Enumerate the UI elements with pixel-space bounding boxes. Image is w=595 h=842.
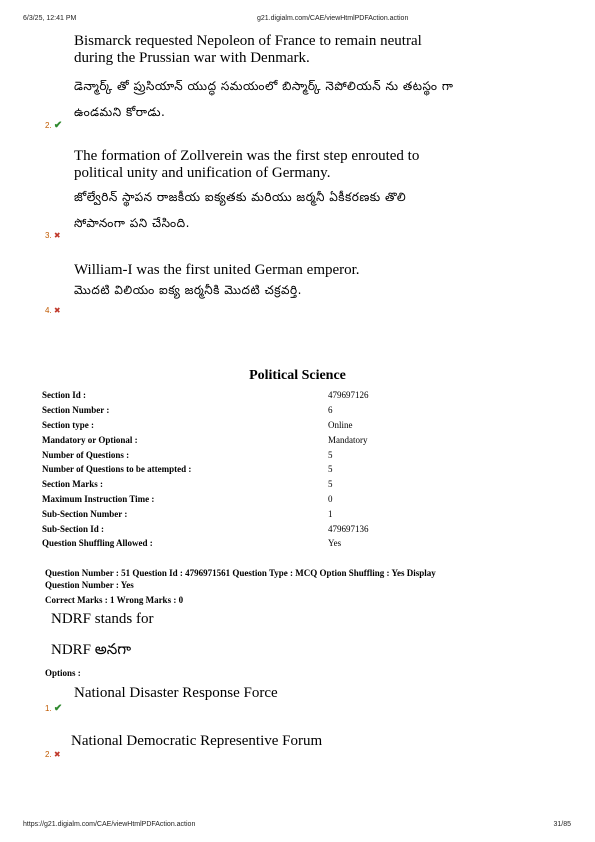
check-icon: ✔ <box>53 120 63 131</box>
cross-icon: ✖ <box>53 231 61 240</box>
page-number: 31/85 <box>553 821 571 828</box>
table-row <box>42 403 448 418</box>
row-label: Section Number : <box>42 405 110 416</box>
row-label: Sub-Section Number : <box>42 508 128 519</box>
option-number-label: 2. <box>45 121 52 130</box>
row-value: 0 <box>328 493 333 504</box>
option-number-label: 2. <box>45 750 52 759</box>
option-text-te: మొదటి విలియం ఐక్య జర్మనీకి మొదటి చక్రవర్తి. <box>74 283 302 297</box>
check-icon: ✔ <box>53 703 63 714</box>
option-text-en: William-I was the first united German emperor. <box>74 262 360 278</box>
option-number-label: 1. <box>45 704 52 713</box>
option-text-en: The formation of Zollverein was the first step enrouted to political unity and unification of Germany. <box>74 148 420 181</box>
question-marks: Correct Marks : 1 Wrong Marks : 0 <box>45 595 184 605</box>
row-value: 479697126 <box>328 390 369 401</box>
row-label: Section Marks : <box>42 479 103 490</box>
row-value: 479697136 <box>328 523 369 534</box>
table-row <box>42 418 448 433</box>
row-label: Mandatory or Optional : <box>42 434 138 445</box>
table-row <box>42 477 448 492</box>
options-label: Options : <box>45 668 81 678</box>
row-value: 5 <box>328 464 333 475</box>
question-info-line: Question Number : 51 Question Id : 4796971561 Question Type : MCQ Option Shuffling : Yes Display <box>45 568 436 578</box>
option-text: National Democratic Representive Forum <box>71 733 323 749</box>
option-number-label: 3. <box>45 231 52 240</box>
row-label: Number of Questions to be attempted : <box>42 464 192 475</box>
table-row <box>42 492 448 507</box>
row-value: Yes <box>328 538 342 549</box>
row-value: Mandatory <box>328 434 368 445</box>
row-value: 1 <box>328 508 333 519</box>
table-row <box>42 521 448 536</box>
section-info-table <box>42 388 448 551</box>
row-label: Section type : <box>42 419 94 430</box>
table-row <box>42 432 448 447</box>
option-text-en: Bismarck requested Nepoleon of France to remain neutral during the Prussian war with Denmark. <box>74 33 422 66</box>
row-label: Maximum Instruction Time : <box>42 493 155 504</box>
row-value: 6 <box>328 405 333 416</box>
row-label: Sub-Section Id : <box>42 523 105 534</box>
option-text: National Disaster Response Force <box>74 685 278 701</box>
option-number-label: 4. <box>45 306 52 315</box>
print-url: g21.digialm.com/CAE/viewHtmlPDFAction.action <box>257 15 409 22</box>
section-title: Political Science <box>249 368 346 383</box>
table-row <box>42 536 448 551</box>
row-label: Section Id : <box>42 390 87 401</box>
table-row <box>42 462 448 477</box>
cross-icon: ✖ <box>53 306 61 315</box>
cross-icon: ✖ <box>53 750 61 759</box>
table-row <box>42 388 448 403</box>
option-text-te: డెన్మార్క్ తో ప్రుసియాన్ యుద్ధ సమయంలో బిస్మార్క్ నెపోలియన్ ను తటస్థం గా ఉండమని కోరాడు. <box>74 79 454 119</box>
row-value: 5 <box>328 479 333 490</box>
option-number <box>45 231 61 240</box>
option-text-te: జోల్వేరిన్ స్థాపన రాజకీయ ఐక్యతకు మరియు జర్మనీ ఏకీకరణకు తొలి సోపానంగా పని చేసింది. <box>74 190 407 230</box>
row-value: Online <box>328 419 353 430</box>
question-text-te: NDRF అనగా <box>51 642 132 658</box>
table-row <box>42 447 448 462</box>
row-label: Question Shuffling Allowed : <box>42 538 153 549</box>
option-number <box>45 306 61 315</box>
question-info-line: Question Number : Yes <box>45 580 134 590</box>
option-number <box>45 120 62 131</box>
option-number <box>45 703 62 714</box>
table-row <box>42 506 448 521</box>
option-number <box>45 750 61 759</box>
print-datetime: 6/3/25, 12:41 PM <box>23 15 77 22</box>
row-label: Number of Questions : <box>42 449 130 460</box>
footer-url: https://g21.digialm.com/CAE/viewHtmlPDFAction.action <box>23 821 196 828</box>
row-value: 5 <box>328 449 333 460</box>
question-text-en: NDRF stands for <box>51 611 154 627</box>
